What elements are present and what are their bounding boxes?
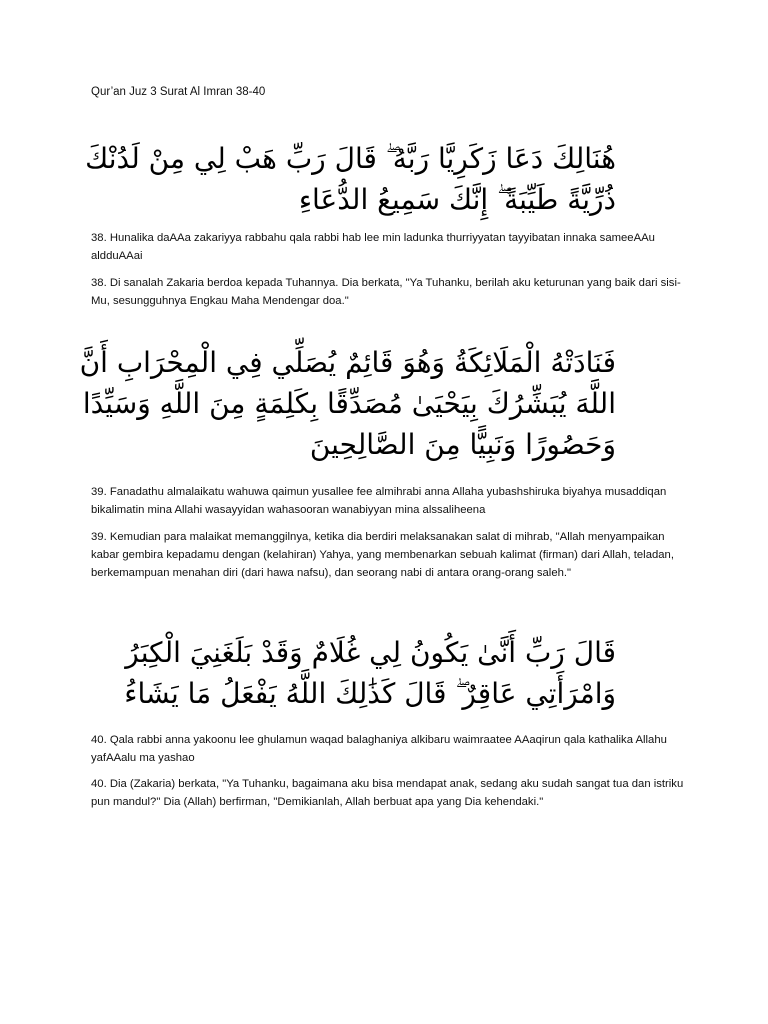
document-title: Qur’an Juz 3 Surat Al Imran 38-40 <box>91 86 266 98</box>
verse-39-arabic <box>79 342 616 465</box>
verse-38-translation: 38. Di sanalah Zakaria berdoa kepada Tuhannya. Dia berkata, "Ya Tuhanku, berilah aku keturunan yang baik dari sisi-Mu, sesungguhnya Engkau Maha Mendengar doa." <box>91 277 681 307</box>
verse-39-translation: 39. Kemudian para malaikat memanggilnya, ketika dia berdiri melaksanakan salat di mihrab, "Allah menyampaikan kabar gembira kepadamu dengan (kelahiran) Yahya, yang membenarkan sebuah kalimat (firman) dari Allah, teladan, berkemampuan menahan diri (dari hawa nafsu), dan seorang nabi di antara orang-orang saleh." <box>91 531 674 579</box>
arabic-line: ذُرِّيَّةً طَيِّبَةً ۖ إِنَّكَ سَمِيعُ الدُّعَاءِ <box>298 183 616 216</box>
verse-38-arabic <box>85 138 616 220</box>
arabic-line: فَنَادَتْهُ الْمَلَائِكَةُ وَهُوَ قَائِمٌ يُصَلِّي فِي الْمِحْرَابِ أَنَّ <box>79 346 616 379</box>
verse-40-arabic <box>88 632 616 714</box>
arabic-line: هُنَالِكَ دَعَا زَكَرِيَّا رَبَّهُ ۖ قَالَ رَبِّ هَبْ لِي مِنْ لَدُنْكَ <box>85 142 616 175</box>
verse-38-transliteration: 38. Hunalika daAAa zakariyya rabbahu qala rabbi hab lee min ladunka thurriyyatan tayyibatan innaka sameeAAu aldduAAai <box>91 232 655 262</box>
arabic-line: وَامْرَأَتِي عَاقِرٌ ۖ قَالَ كَذَٰلِكَ اللَّهُ يَفْعَلُ مَا يَشَاءُ <box>124 677 616 710</box>
verse-39-transliteration: 39. Fanadathu almalaikatu wahuwa qaimun yusallee fee almihrabi anna Allaha yubashshiruka biyahya musaddiqan bikalimatin mina Allahi wasayyidan wahasooran wanabiyyan mina alssaliheena <box>91 486 667 516</box>
arabic-line: وَحَصُورًا وَنَبِيًّا مِنَ الصَّالِحِينَ <box>309 428 616 461</box>
arabic-line: اللَّهَ يُبَشِّرُكَ بِيَحْيَىٰ مُصَدِّقًا بِكَلِمَةٍ مِنَ اللَّهِ وَسَيِّدًا <box>82 387 616 420</box>
arabic-line: قَالَ رَبِّ أَنَّىٰ يَكُونُ لِي غُلَامٌ وَقَدْ بَلَغَنِيَ الْكِبَرُ <box>125 636 616 669</box>
verse-40-transliteration: 40. Qala rabbi anna yakoonu lee ghulamun waqad balaghaniya alkibaru waimraatee AAaqirun qala kathalika Allahu yafAAalu ma yashao <box>91 734 667 764</box>
verse-40-translation: 40. Dia (Zakaria) berkata, "Ya Tuhanku, bagaimana aku bisa mendapat anak, sedang aku sudah sangat tua dan istriku pun mandul?" Dia (Allah) berfirman, "Demikianlah, Allah berbuat apa yang Dia kehendaki." <box>91 778 684 808</box>
